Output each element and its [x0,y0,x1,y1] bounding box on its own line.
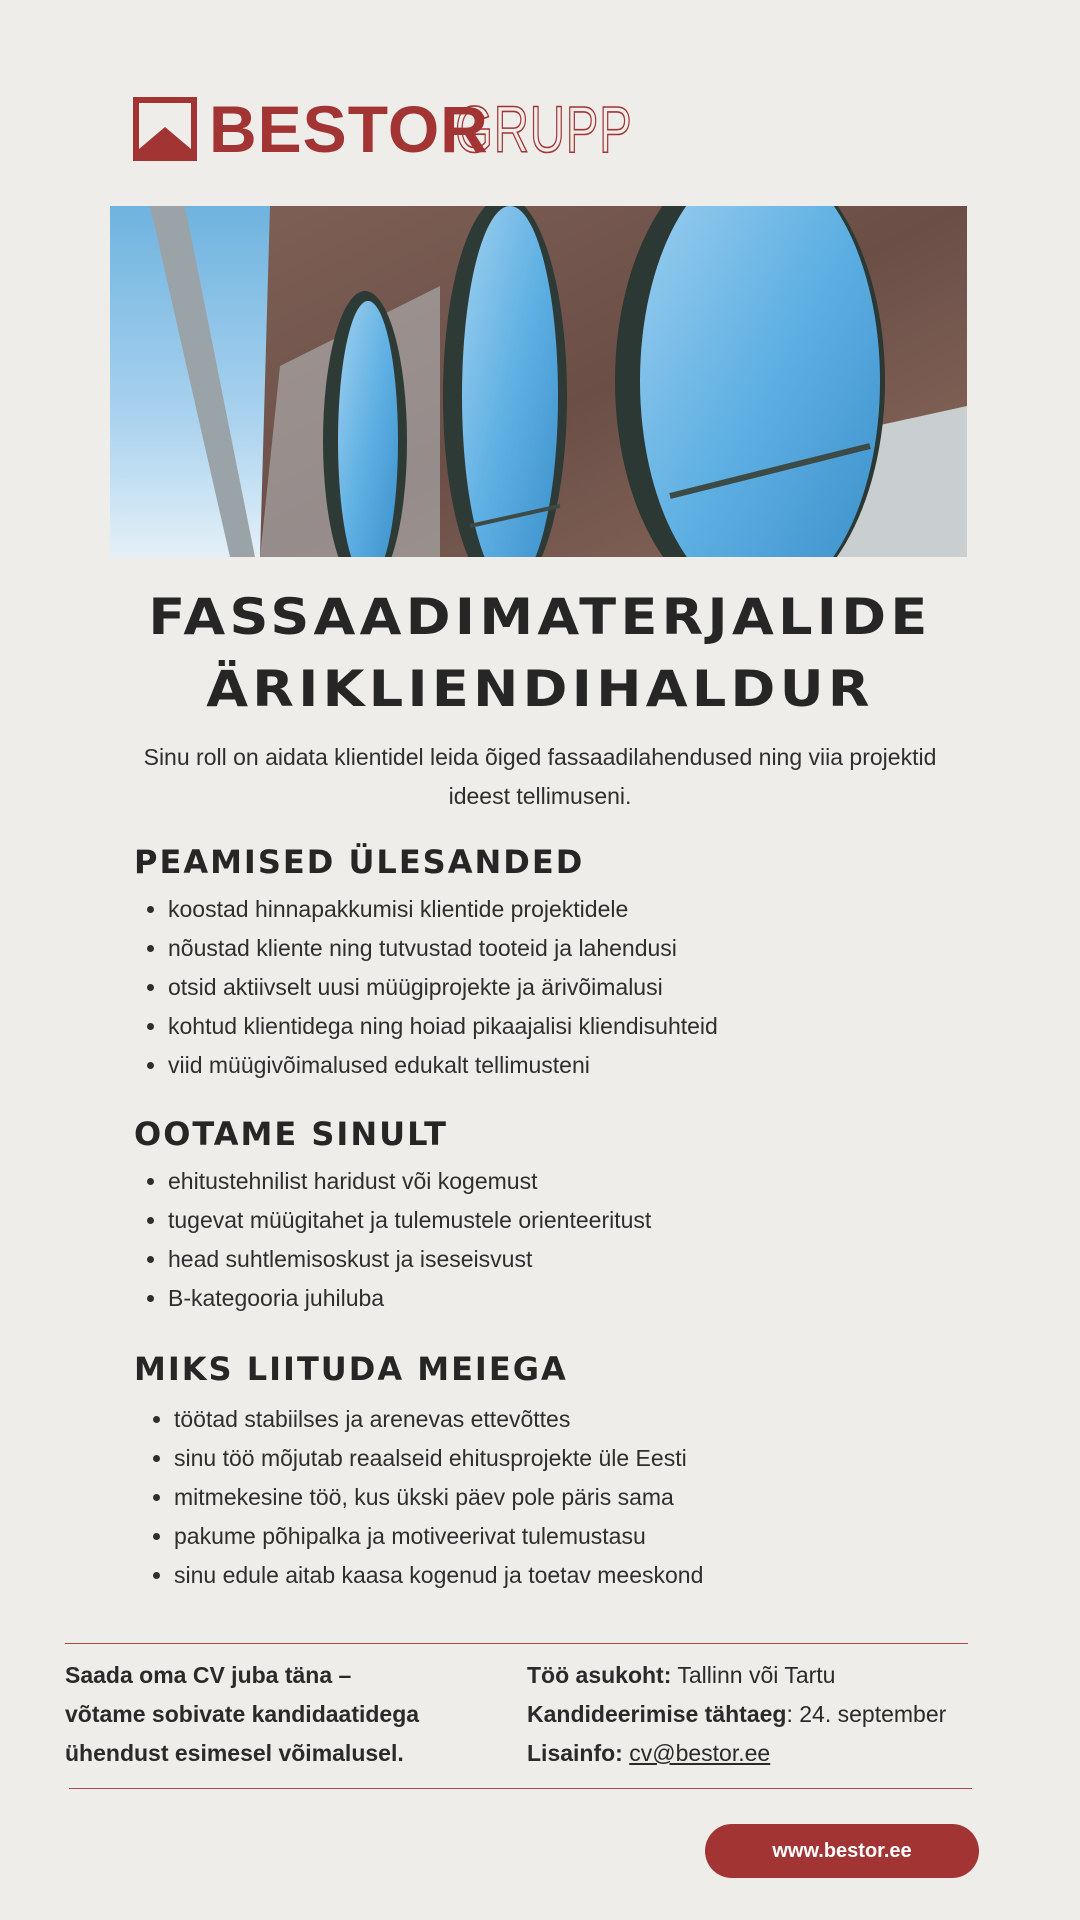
apply-call-to-action [65,1656,505,1773]
apply-text-line-3: ühendust esimesel võimalusel. [65,1740,404,1766]
apply-text-line-2: võtame sobivate kandidaatidega [65,1701,420,1727]
benefits-list [140,1400,703,1595]
job-title-line-1: FASSAADIMATERJALIDE [148,588,932,646]
list-item: • töötad stabiilses ja arenevas ettevõttes [174,1400,703,1439]
location-value: Tallinn või Tartu [671,1662,836,1688]
list-item: • sinu töö mõjutab reaalseid ehitusprojekte üle Eesti [174,1439,703,1478]
section-heading-requirements: OOTAME SINULT [134,1115,448,1153]
job-details [527,1656,1047,1773]
section-heading-tasks: PEAMISED ÜLESANDED [134,843,585,881]
tasks-list [134,890,718,1085]
list-item: • viid müügivõimalused edukalt tellimusteni [168,1046,718,1085]
list-item: • pakume põhipalka ja motiveerivat tulemustasu [174,1517,703,1556]
deadline-label: Kandideerimise tähtaeg [527,1701,787,1727]
list-item: • sinu edule aitab kaasa kogenud ja toetav meeskond [174,1556,703,1595]
list-item: • otsid aktiivselt uusi müügiprojekte ja ärivõimalusi [168,968,718,1007]
email-link[interactable]: cv@bestor.ee [629,1740,771,1766]
list-item: • ehitustehnilist haridust või kogemust [168,1162,651,1201]
deadline-row [527,1695,1047,1734]
logo-text-bestor: BESTOR [209,92,489,166]
logo-mark-icon [133,97,197,161]
list-item: • B-kategooria juhiluba [168,1279,651,1318]
list-item: • mitmekesine töö, kus ükski päev pole päris sama [174,1478,703,1517]
info-row [527,1734,1047,1773]
location-row [527,1656,1047,1695]
list-item: • tugevat müügitahet ja tulemustele orienteeritust [168,1201,651,1240]
job-title-line-2: ÄRIKLIENDIHALDUR [206,660,874,718]
apply-text-line-1: Saada oma CV juba täna – [65,1662,352,1688]
deadline-value: : 24. september [786,1701,947,1727]
requirements-list [134,1162,651,1318]
location-label: Töö asukoht: [527,1662,672,1688]
list-item: • kohtud klientidega ning hoiad pikaajalisi kliendisuhteid [168,1007,718,1046]
website-button[interactable]: www.bestor.ee [705,1824,979,1878]
company-logo [133,92,633,166]
list-item: • koostad hinnapakkumisi klientide projektidele [168,890,718,929]
list-item: • head suhtlemisoskust ja iseseisvust [168,1240,651,1279]
divider-bottom [69,1788,972,1789]
list-item: • nõustad kliente ning tutvustad tooteid ja lahendusi [168,929,718,968]
hero-image [110,206,967,557]
logo-text-grupp: GRUPP [455,92,633,166]
intro-text: Sinu roll on aidata klientidel leida õiged fassaadilahendused ning viia projektid ideest tellimuseni. [143,744,937,809]
info-label: Lisainfo: [527,1740,623,1766]
divider-top [65,1643,968,1644]
section-heading-benefits: MIKS LIITUDA MEIEGA [134,1350,568,1388]
